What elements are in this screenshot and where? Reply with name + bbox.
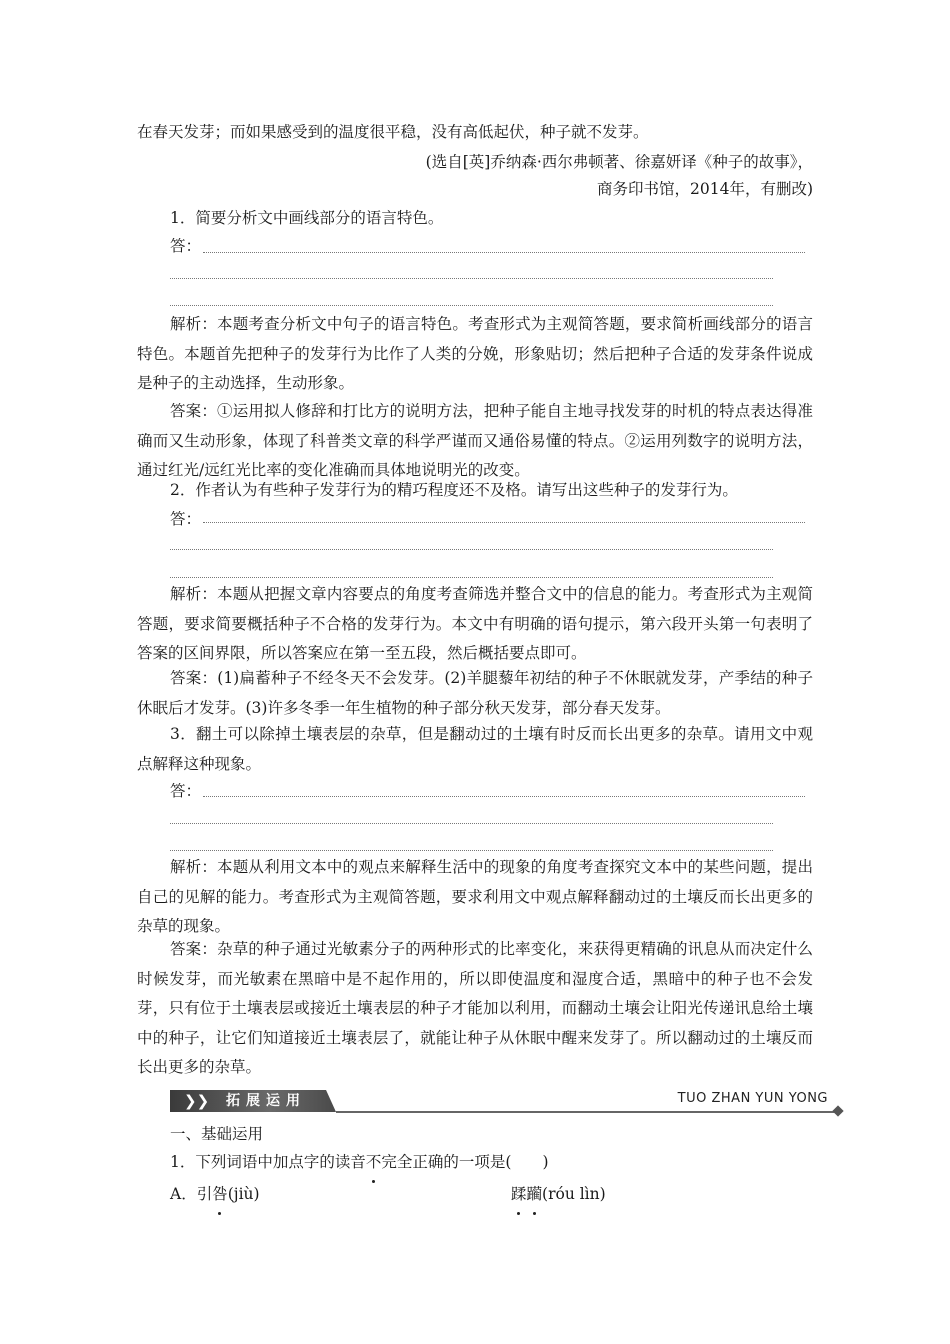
option-a-prefix: A．引	[170, 1185, 213, 1203]
double-chevron-icon: ❯❯	[184, 1092, 210, 1110]
answer-line[interactable]	[203, 522, 805, 523]
diamond-icon	[832, 1105, 843, 1116]
intro-line: 在春天发芽；而如果感受到的温度很平稳，没有高低起伏，种子就不发芽。	[137, 123, 649, 141]
answer-label-1: 答：	[170, 237, 202, 255]
answer-line[interactable]	[170, 278, 773, 279]
option-a-pinyin: (jiù)	[227, 1185, 260, 1203]
answer-1: 答案：①运用拟人修辞和打比方的说明方法，把种子能自主地寻找发芽的时机的特点表达得准确而又生动形象，体现了科普类文章的科学严谨而又通俗易懂的特点。②运用列数字的说明方法，通过红光/远红光比率的变化准确而具体地说明光的改变。	[137, 402, 813, 479]
answer-line[interactable]	[170, 305, 773, 306]
answer-line[interactable]	[203, 796, 805, 797]
mcq-dotted-char: 不	[366, 1148, 382, 1178]
option-a-word-1[interactable]	[170, 1180, 260, 1210]
option-a2-pinyin: (róu lìn)	[542, 1185, 606, 1203]
answer-line[interactable]	[170, 577, 773, 578]
answer-2: 答案：(1)扁蓄种子不经冬天不会发芽。(2)羊腿藜年初结的种子不休眠就发芽，产季结的种子休眠后才发芽。(3)许多冬季一年生植物的种子部分秋天发芽，部分春天发芽。	[137, 669, 813, 717]
answer-line[interactable]	[170, 823, 773, 824]
source-citation-2: 商务印书馆，2014年，有删改)	[597, 180, 813, 198]
mcq-stem-part: 1．下列词语中加点字的读音	[170, 1153, 366, 1171]
option-a2-dotted-char: 躏	[527, 1180, 543, 1210]
banner-title: 拓展运用	[226, 1093, 306, 1109]
answer-label-2: 答：	[170, 510, 202, 528]
option-a-word-2[interactable]	[511, 1180, 606, 1210]
section-heading: 一、基础运用	[170, 1125, 264, 1143]
analysis-3: 解析：本题从利用文本中的观点来解释生活中的现象的角度考查探究文本中的某些问题，提出自己的见解的能力。考查形式为主观简答题，要求利用文中观点解释翻动过的土壤反而长出更多的杂草的现象。	[137, 858, 813, 935]
answer-line[interactable]	[170, 549, 773, 550]
question-1: 1．简要分析文中画线部分的语言特色。	[170, 209, 444, 227]
banner-rule	[336, 1111, 838, 1113]
banner-english-title: TUO ZHAN YUN YONG	[677, 1091, 828, 1106]
answer-label-3: 答：	[170, 782, 202, 800]
mcq-stem-part: 完全正确的一项是( )	[381, 1153, 549, 1171]
analysis-1: 解析：本题考查分析文中句子的语言特色。考查形式为主观简答题，要求简析画线部分的语言特色。本题首先把种子的发芽行为比作了人类的分娩，形象贴切；然后把种子合适的发芽条件说成是种子的主动选择，生动形象。	[137, 315, 813, 392]
analysis-2: 解析：本题从把握文章内容要点的角度考查筛选并整合文中的信息的能力。考查形式为主观简答题，要求简要概括种子不合格的发芽行为。本文中有明确的语句提示，第六段开头第一句表明了答案的区间界限，所以答案应在第一至五段，然后概括要点即可。	[137, 585, 813, 662]
answer-3: 答案：杂草的种子通过光敏素分子的两种形式的比率变化，来获得更精确的讯息从而决定什么时候发芽，而光敏素在黑暗中是不起作用的，所以即使温度和湿度合适，黑暗中的种子也不会发芽，只有位于土壤表层或接近土壤表层的种子才能加以利用，而翻动土壤会让阳光传递讯息给土壤中的种子，让它们知道接近土壤表层了，就能让种子从休眠中醒来发芽了。所以翻动过的土壤反而长出更多的杂草。	[137, 940, 813, 1076]
question-3: 3．翻土可以除掉土壤表层的杂草，但是翻动过的土壤有时反而长出更多的杂草。请用文中观点解释这种现象。	[137, 725, 813, 773]
source-citation-1: (选自[英]乔纳森·西尔弗顿著、徐嘉妍译《种子的故事》，	[425, 153, 813, 171]
answer-line[interactable]	[203, 252, 805, 253]
section-banner	[170, 1090, 842, 1114]
mcq-stem	[170, 1148, 810, 1178]
question-2: 2．作者认为有些种子发芽行为的精巧程度还不及格。请写出这些种子的发芽行为。	[170, 481, 738, 499]
option-a2-dotted-char: 蹂	[511, 1180, 527, 1210]
answer-line[interactable]	[170, 850, 773, 851]
option-a-dotted-char: 咎	[212, 1180, 228, 1210]
